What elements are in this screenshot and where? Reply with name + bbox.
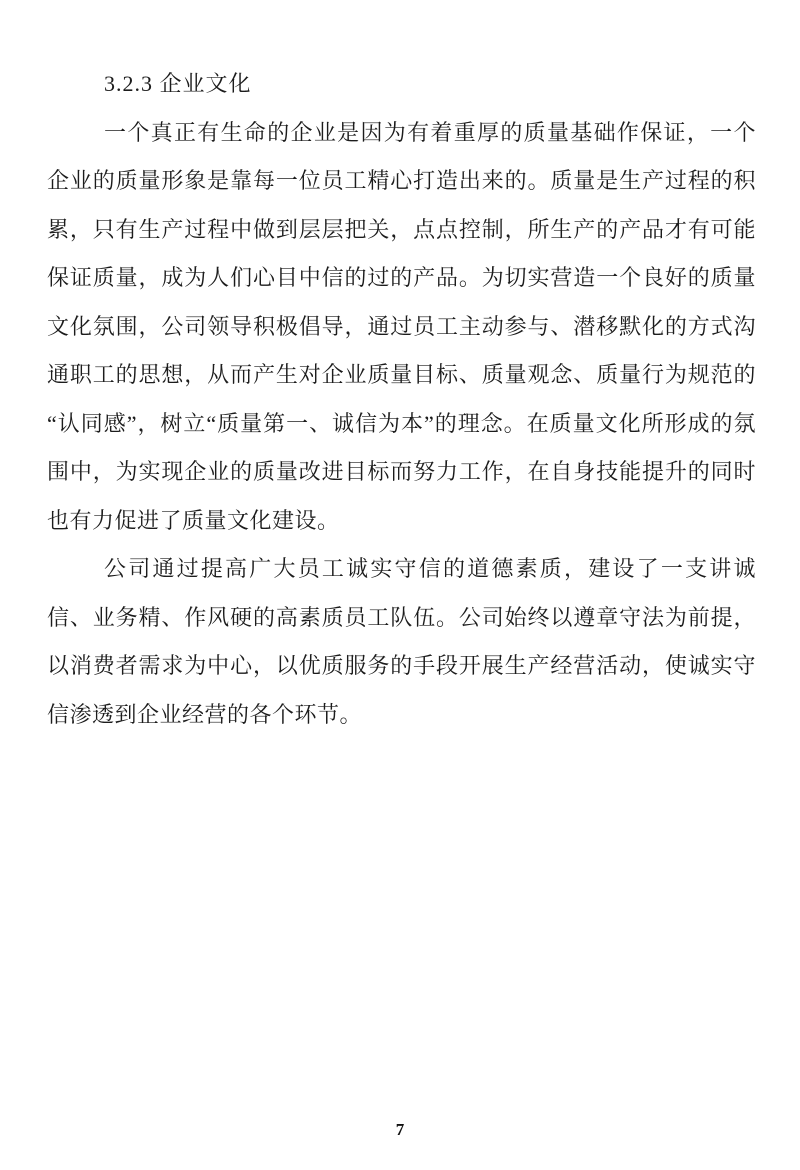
page-content (47, 60, 756, 739)
page-number: 7 (395, 1120, 405, 1139)
section-heading: 3.2.3 企业文化 (104, 71, 252, 96)
body-paragraph: 一个真正有生命的企业是因为有着重厚的质量基础作保证，一个企业的质量形象是靠每一位员工精心打造出来的。质量是生产过程的积累，只有生产过程中做到层层把关，点点控制，所生产的产品才有可能保证质量，成为人们心目中信的过的产品。为切实营造一个良好的质量文化氛围，公司领导积极倡导，通过员工主动参与、潜移默化的方式沟通职工的思想，从而产生对企业质量目标、质量观念、质量行为规范的“认同感”，树立“质量第一、诚信为本”的理念。在质量文化所形成的氛围中，为实现企业的质量改进目标而努力工作，在自身技能提升的同时也有力促进了质量文化建设。 (47, 119, 756, 533)
body-paragraph: 公司通过提高广大员工诚实守信的道德素质，建设了一支讲诚信、业务精、作风硬的高素质员工队伍。公司始终以遵章守法为前提，以消费者需求为中心，以优质服务的手段开展生产经营活动，使诚实守信渗透到企业经营的各个环节。 (47, 556, 756, 727)
